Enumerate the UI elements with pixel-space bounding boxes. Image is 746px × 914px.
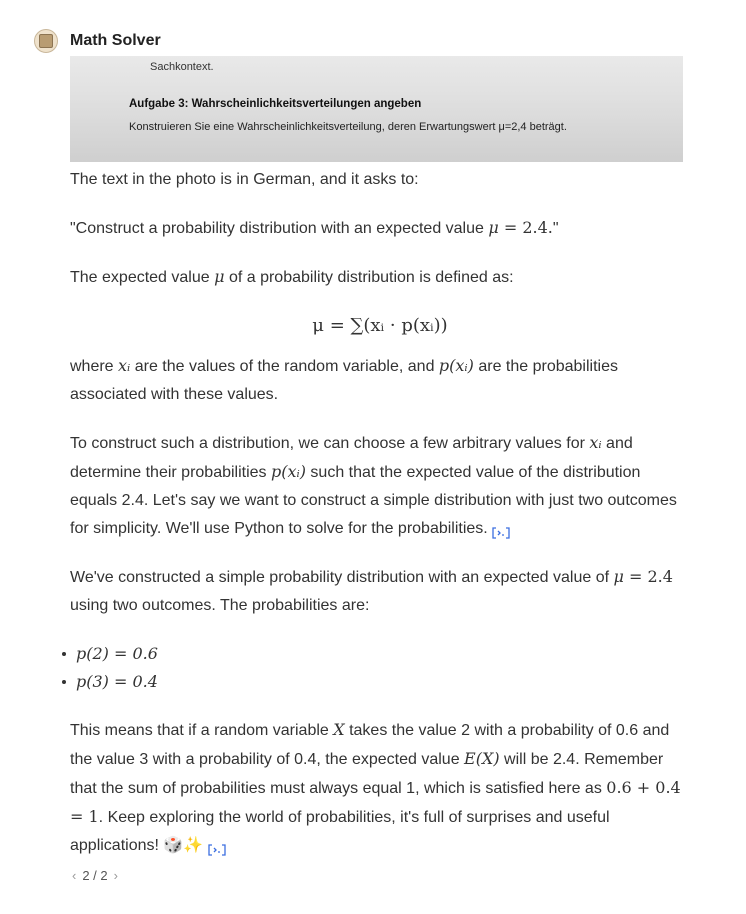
previous-response-button[interactable]: ‹: [72, 868, 77, 883]
next-response-button[interactable]: ›: [113, 868, 118, 883]
message-body: [70, 166, 690, 860]
paragraph: We've constructed a simple probability distribution with an expected value of μ = 2.4 using two outcomes. The probabilities are:: [70, 567, 673, 614]
paragraph: where xᵢ are the values of the random variable, and p(xᵢ) are the probabilities associated with these values.: [70, 356, 618, 403]
avatar: [34, 29, 58, 53]
list-item: p(2) = 0.6: [70, 640, 690, 668]
pager-label: 2 / 2: [82, 868, 108, 883]
photo-text-line: Konstruieren Sie eine Wahrscheinlichkeitsverteilung, deren Erwartungswert μ=2,4 beträgt.: [129, 121, 567, 133]
paragraph: The text in the photo is in German, and it asks to:: [70, 171, 419, 188]
formula: μ = ∑(xᵢ · p(xᵢ)): [312, 315, 448, 336]
list-item: p(3) = 0.4: [70, 668, 690, 696]
code-citation-icon[interactable]: [208, 839, 226, 853]
avatar-image-icon: [39, 34, 53, 48]
photo-text-line: Sachkontext.: [150, 61, 214, 73]
code-citation-icon[interactable]: [492, 522, 510, 536]
photo-text-heading: Aufgabe 3: Wahrscheinlichkeitsverteilungen angeben: [129, 98, 422, 110]
paragraph: To construct such a distribution, we can choose a few arbitrary values for xᵢ and determine their probabilities p(xᵢ) such that the expected value of the distribution equals 2.4. Let's say we want to construct a simple distribution with just two outcomes for simplicity. We'll use Python to solve for the probabilities.: [70, 433, 677, 537]
paragraph: "Construct a probability distribution with an expected value μ = 2.4.": [70, 218, 559, 237]
response-pager: [72, 868, 118, 883]
probabilities-list: [70, 640, 690, 696]
assistant-name: Math Solver: [70, 32, 161, 49]
message-header: [34, 29, 161, 53]
uploaded-photo[interactable]: [70, 56, 683, 162]
paragraph: This means that if a random variable X takes the value 2 with a probability of 0.6 and the value 3 with a probability of 0.4, the expected value E(X) will be 2.4. Remember that the sum of probabilities must always equal 1, which is satisfied here as 0.6 + 0.4 = 1. Keep exploring the world of probabilities, it's full of surprises and useful applications! 🎲✨: [70, 720, 681, 854]
paragraph: The expected value μ of a probability distribution is defined as:: [70, 267, 514, 286]
